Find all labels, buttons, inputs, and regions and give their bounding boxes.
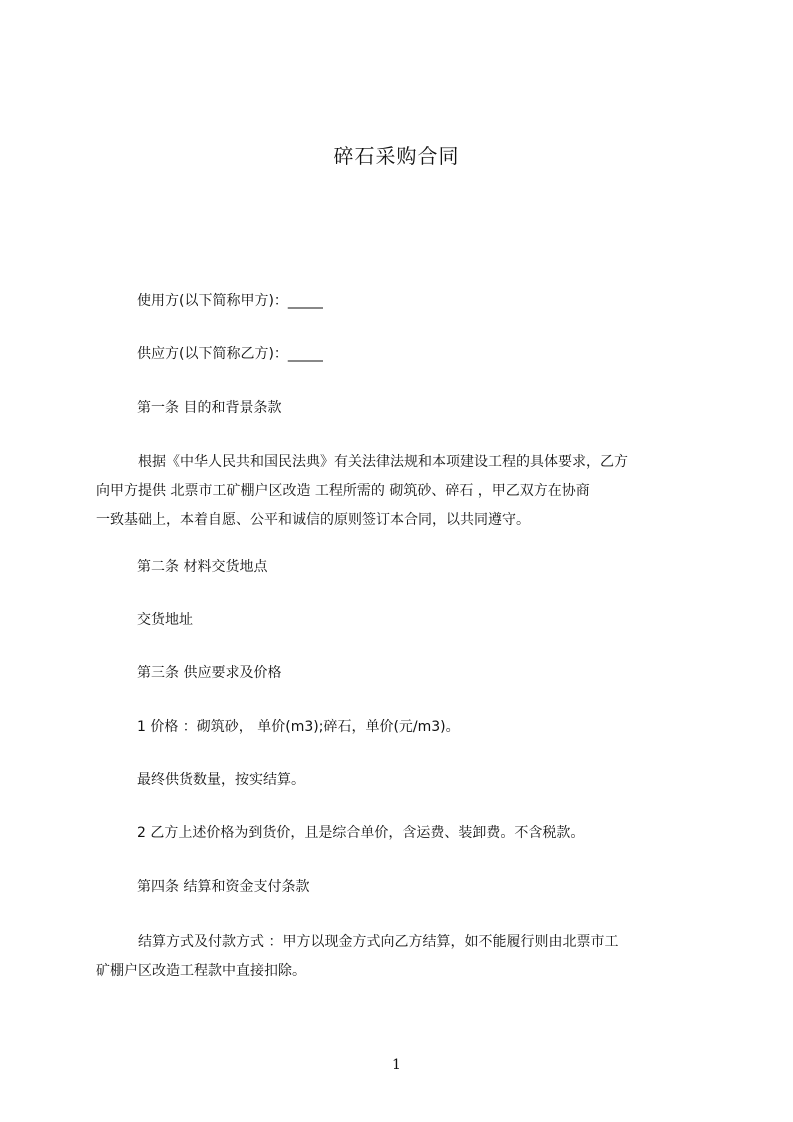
article4-body-line-1: 结算方式及付款方式 ：甲方以现金方式向乙方结算，如不能履行则由北票市工 (138, 934, 619, 950)
document-title: 碎石采购合同 (333, 144, 460, 168)
article1-body (96, 448, 706, 535)
article1-body-line-1: 根据《中华人民共和国民法典》有关法律法规和本项建设工程的具体要求，乙方 (138, 454, 628, 470)
delivery-address: 交货地址 (137, 612, 193, 628)
final-quantity-note: 最终供货数量，按实结算。 (137, 772, 305, 788)
article4-body (96, 928, 706, 986)
party-a-line: 使用方(以下简称甲方)：_____ (137, 293, 323, 309)
article1-heading: 第一条 目的和背景条款 (137, 400, 282, 416)
article1-body-line-2: 向甲方提供 北票市工矿棚户区改造 工程所需的 砌筑砂、碎石 ，甲乙双方在协商 (96, 483, 590, 499)
article1-body-line-3: 一致基础上，本着自愿、公平和诚信的原则签订本合同，以共同遵守。 (96, 512, 530, 528)
article4-heading: 第四条 结算和资金支付条款 (137, 879, 310, 895)
price-item-2: 2 乙方上述价格为到货价，且是综合单价，含运费、装卸费。不含税款。 (137, 825, 585, 841)
party-b-line: 供应方(以下简称乙方)：_____ (137, 346, 323, 362)
price-item-1: 1 价格 ：砌筑砂， 单价(m3);碎石，单价(元/m3)。 (137, 719, 460, 735)
page-number: 1 (392, 1057, 401, 1073)
article3-heading: 第三条 供应要求及价格 (137, 665, 282, 681)
article4-body-line-2: 矿棚户区改造工程款中直接扣除。 (96, 963, 306, 979)
article2-heading: 第二条 材料交货地点 (137, 559, 268, 575)
